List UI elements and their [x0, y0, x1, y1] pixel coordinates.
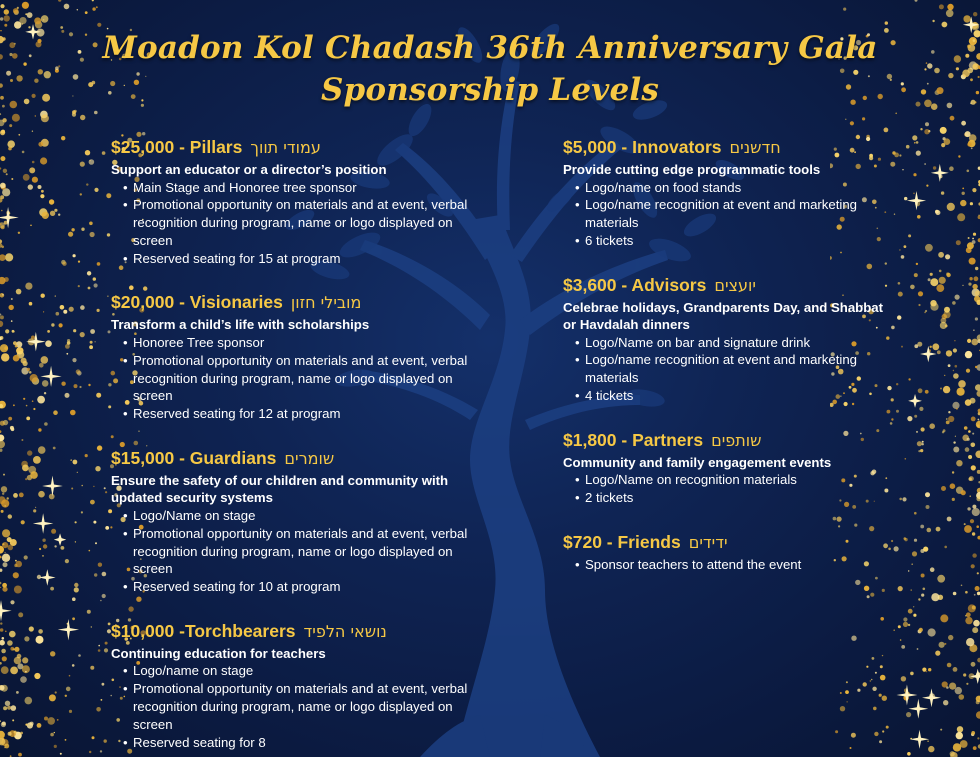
level-heading [563, 272, 893, 299]
level-description: Continuing education for teachers [111, 645, 326, 661]
benefit-item: • Logo/name on stage [111, 662, 491, 680]
benefit-item: • Reserved seating for 15 at program [111, 250, 491, 268]
sponsorship-level [111, 445, 491, 596]
benefit-list [563, 179, 893, 250]
level-description: Transform a child’s life with scholarships [111, 317, 370, 333]
benefit-item: • Sponsor teachers to attend the event [563, 556, 893, 574]
level-hebrew-title: ידידים [688, 532, 728, 552]
benefit-item: • 6 tickets [563, 232, 893, 250]
level-description: Celebrae holidays, Grandparents Day, and Shabbat or Havdalah dinners [563, 299, 884, 333]
sponsorship-level [563, 134, 893, 250]
sponsorship-level [563, 272, 893, 405]
benefit-item: • Promotional opportunity on materials and at event, verbal recognition during program, name or logo displayed on screen [111, 680, 491, 733]
benefit-item: • Main Stage and Honoree tree sponsor [111, 179, 491, 197]
level-title: $25,000 - Pillars [111, 137, 243, 157]
benefit-item: • Logo/name recognition at event and marketing materials [563, 196, 893, 232]
level-description: Ensure the safety of our children and community with updated security systems [111, 472, 449, 506]
benefit-item: • Logo/Name on stage [111, 507, 491, 525]
benefit-list [563, 334, 893, 405]
level-heading [563, 427, 893, 454]
level-heading [111, 289, 491, 316]
benefit-item: • 4 tickets [563, 387, 893, 405]
benefit-item: • Logo/Name on recognition materials [563, 471, 893, 489]
benefit-item: • Logo/Name on bar and signature drink [563, 334, 893, 352]
level-heading [111, 445, 491, 472]
sponsorship-level [111, 289, 491, 422]
benefit-item: • Logo/name on food stands [563, 179, 893, 197]
page-title: Moadon Kol Chadash 36th Anniversary Gala [102, 30, 878, 66]
page-subtitle: Sponsorship Levels [320, 72, 660, 108]
level-hebrew-title: מובילי חזון [290, 293, 362, 313]
level-hebrew-title: יועצים [714, 275, 756, 295]
benefit-list [111, 334, 491, 423]
level-title: $5,000 - Innovators [563, 137, 722, 157]
level-description: Community and family engagement events [563, 454, 832, 470]
level-description: Support an educator or a director’s position [111, 162, 387, 177]
benefit-list [563, 556, 893, 574]
sponsorship-level [563, 529, 893, 574]
level-title: $720 - Friends [563, 531, 681, 552]
benefit-item: • Promotional opportunity on materials and at event, verbal recognition during program, name or logo displayed on screen [111, 525, 491, 578]
level-title: $10,000 -Torchbearers [111, 620, 296, 641]
level-heading [563, 134, 893, 161]
level-heading [111, 134, 491, 161]
benefit-list [563, 471, 893, 507]
level-title: $20,000 - Visionaries [111, 292, 283, 313]
level-hebrew-title: נושאי הלפיד [303, 621, 387, 641]
sponsorship-level [111, 618, 491, 751]
benefit-item: • Promotional opportunity on materials and at event, verbal recognition during program, name or logo displayed on screen [111, 352, 491, 405]
benefit-item: • Logo/name recognition at event and marketing materials [563, 351, 893, 387]
benefit-list [111, 179, 491, 268]
benefit-list [111, 662, 491, 751]
benefit-item: • Reserved seating for 8 [111, 734, 491, 752]
benefit-item: • Reserved seating for 10 at program [111, 578, 491, 596]
right-column [563, 134, 893, 574]
level-title: $3,600 - Advisors [563, 274, 707, 295]
benefit-item: • 2 tickets [563, 489, 893, 507]
benefit-item: • Reserved seating for 12 at program [111, 405, 491, 423]
level-hebrew-title: חדשנים [729, 138, 781, 157]
level-title: $15,000 - Guardians [111, 447, 277, 468]
level-heading [111, 618, 491, 645]
sponsorship-level [563, 427, 893, 507]
left-column [111, 134, 491, 751]
sponsorship-level [111, 134, 491, 267]
level-description: Provide cutting edge programmatic tools [563, 162, 821, 177]
level-hebrew-title: שומרים [284, 448, 335, 468]
benefit-item: • Promotional opportunity on materials and at event, verbal recognition during program, name or logo displayed on screen [111, 196, 491, 249]
level-heading [563, 529, 893, 556]
level-hebrew-title: שותפים [711, 430, 762, 450]
level-hebrew-title: עמודי תווך [250, 138, 321, 157]
benefit-list [111, 507, 491, 596]
benefit-item: • Honoree Tree sponsor [111, 334, 491, 352]
level-title: $1,800 - Partners [563, 429, 704, 450]
